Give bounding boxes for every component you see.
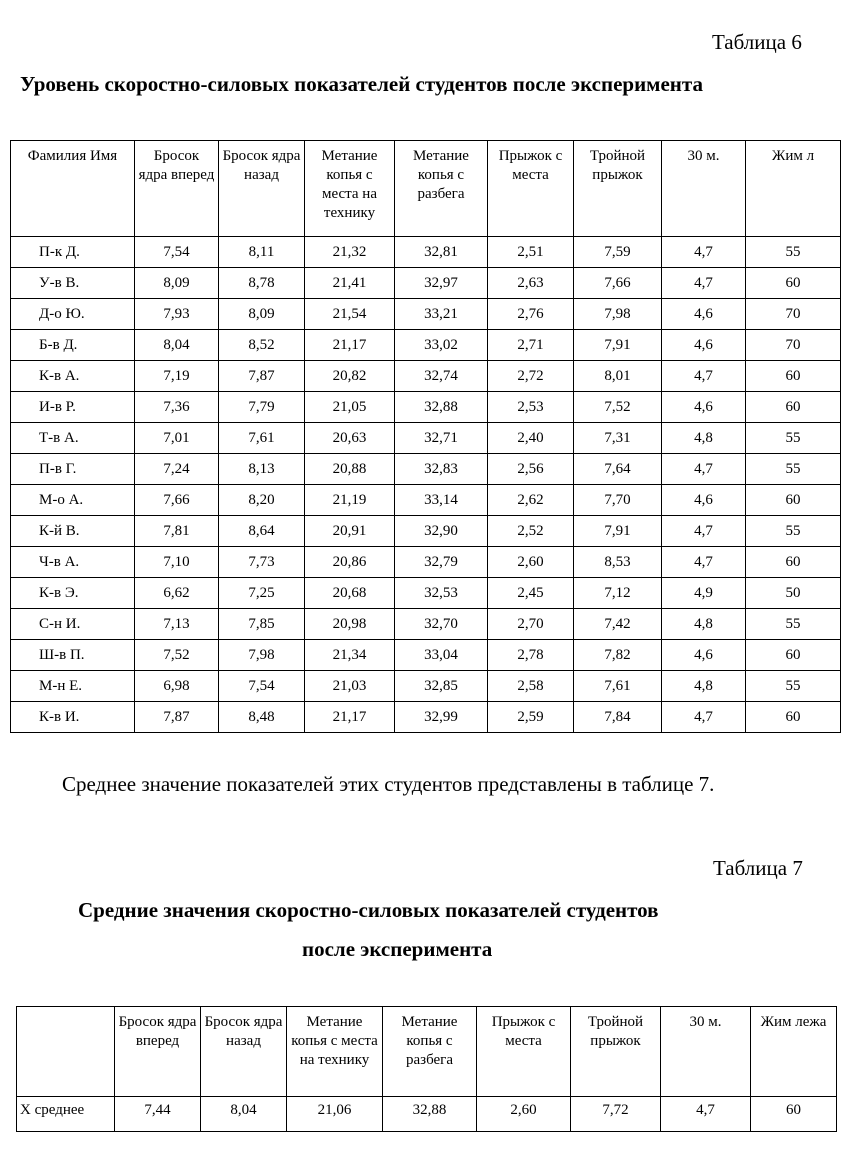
value-cell: 7,59 xyxy=(574,237,662,268)
value-cell: 2,51 xyxy=(488,237,574,268)
value-cell: 32,71 xyxy=(395,423,488,454)
value-cell: 8,01 xyxy=(574,361,662,392)
table-row xyxy=(11,609,841,640)
value-cell: 32,70 xyxy=(395,609,488,640)
table-row xyxy=(11,702,841,733)
table-row xyxy=(17,1097,837,1132)
value-cell: 60 xyxy=(746,485,841,516)
value-cell: 7,31 xyxy=(574,423,662,454)
value-cell: 4,7 xyxy=(662,361,746,392)
value-cell: 4,7 xyxy=(661,1097,751,1132)
row-label-cell: К-в И. xyxy=(11,702,135,733)
value-cell: 7,66 xyxy=(574,268,662,299)
value-cell: 21,19 xyxy=(305,485,395,516)
table7-header-cell: Жим лежа xyxy=(751,1007,837,1097)
value-cell: 20,82 xyxy=(305,361,395,392)
value-cell: 60 xyxy=(751,1097,837,1132)
value-cell: 8,09 xyxy=(135,268,219,299)
table-row xyxy=(11,547,841,578)
value-cell: 7,54 xyxy=(135,237,219,268)
table6 xyxy=(10,140,841,733)
value-cell: 33,02 xyxy=(395,330,488,361)
value-cell: 2,45 xyxy=(488,578,574,609)
table7-header-cell: Тройной прыжок xyxy=(571,1007,661,1097)
value-cell: 55 xyxy=(746,671,841,702)
table-row xyxy=(11,423,841,454)
table6-header-cell: Тройной прыжок xyxy=(574,141,662,237)
value-cell: 55 xyxy=(746,609,841,640)
value-cell: 7,79 xyxy=(219,392,305,423)
value-cell: 8,20 xyxy=(219,485,305,516)
value-cell: 32,53 xyxy=(395,578,488,609)
value-cell: 7,25 xyxy=(219,578,305,609)
value-cell: 21,17 xyxy=(305,702,395,733)
table6-caption: Таблица 6 xyxy=(712,30,802,54)
value-cell: 8,09 xyxy=(219,299,305,330)
value-cell: 7,24 xyxy=(135,454,219,485)
value-cell: 70 xyxy=(746,299,841,330)
row-label-cell: У-в В. xyxy=(11,268,135,299)
value-cell: 4,8 xyxy=(662,423,746,454)
table-row xyxy=(11,237,841,268)
row-label-cell: С-н И. xyxy=(11,609,135,640)
value-cell: 2,63 xyxy=(488,268,574,299)
value-cell: 55 xyxy=(746,423,841,454)
row-label-cell: И-в Р. xyxy=(11,392,135,423)
value-cell: 7,81 xyxy=(135,516,219,547)
table-row xyxy=(11,392,841,423)
value-cell: 7,84 xyxy=(574,702,662,733)
value-cell: 7,64 xyxy=(574,454,662,485)
value-cell: 4,7 xyxy=(662,516,746,547)
value-cell: 7,54 xyxy=(219,671,305,702)
row-label-cell: Ч-в А. xyxy=(11,547,135,578)
value-cell: 7,91 xyxy=(574,516,662,547)
row-label-cell: X среднее xyxy=(17,1097,115,1132)
row-label-cell: П-в Г. xyxy=(11,454,135,485)
value-cell: 32,99 xyxy=(395,702,488,733)
table6-body xyxy=(11,237,841,733)
table7-header-cell: Прыжок с места xyxy=(477,1007,571,1097)
value-cell: 2,72 xyxy=(488,361,574,392)
value-cell: 32,79 xyxy=(395,547,488,578)
table6-header-cell: Бросок ядра назад xyxy=(219,141,305,237)
value-cell: 7,52 xyxy=(135,640,219,671)
value-cell: 8,13 xyxy=(219,454,305,485)
value-cell: 32,90 xyxy=(395,516,488,547)
value-cell: 2,62 xyxy=(488,485,574,516)
table7-header-cell: Метание копья с разбега xyxy=(383,1007,477,1097)
value-cell: 7,13 xyxy=(135,609,219,640)
table7-header-row xyxy=(17,1007,837,1097)
value-cell: 32,88 xyxy=(383,1097,477,1132)
value-cell: 60 xyxy=(746,640,841,671)
row-label-cell: К-в А. xyxy=(11,361,135,392)
value-cell: 21,41 xyxy=(305,268,395,299)
value-cell: 21,54 xyxy=(305,299,395,330)
value-cell: 2,52 xyxy=(488,516,574,547)
value-cell: 55 xyxy=(746,237,841,268)
value-cell: 7,36 xyxy=(135,392,219,423)
value-cell: 2,53 xyxy=(488,392,574,423)
value-cell: 7,61 xyxy=(219,423,305,454)
value-cell: 50 xyxy=(746,578,841,609)
value-cell: 60 xyxy=(746,268,841,299)
value-cell: 20,98 xyxy=(305,609,395,640)
row-label-cell: Т-в А. xyxy=(11,423,135,454)
value-cell: 4,9 xyxy=(662,578,746,609)
value-cell: 32,97 xyxy=(395,268,488,299)
value-cell: 7,19 xyxy=(135,361,219,392)
value-cell: 4,6 xyxy=(662,392,746,423)
table6-header-cell: Прыжок с места xyxy=(488,141,574,237)
value-cell: 8,52 xyxy=(219,330,305,361)
value-cell: 4,7 xyxy=(662,268,746,299)
table-row xyxy=(11,454,841,485)
value-cell: 33,21 xyxy=(395,299,488,330)
table7-title-line2: после эксперимента xyxy=(302,937,493,961)
value-cell: 7,98 xyxy=(219,640,305,671)
value-cell: 21,05 xyxy=(305,392,395,423)
table6-header-row xyxy=(11,141,841,237)
value-cell: 2,60 xyxy=(488,547,574,578)
value-cell: 32,85 xyxy=(395,671,488,702)
value-cell: 21,03 xyxy=(305,671,395,702)
value-cell: 20,88 xyxy=(305,454,395,485)
value-cell: 2,78 xyxy=(488,640,574,671)
table-row xyxy=(11,268,841,299)
value-cell: 7,73 xyxy=(219,547,305,578)
value-cell: 7,70 xyxy=(574,485,662,516)
value-cell: 8,11 xyxy=(219,237,305,268)
value-cell: 8,64 xyxy=(219,516,305,547)
value-cell: 2,58 xyxy=(488,671,574,702)
value-cell: 20,91 xyxy=(305,516,395,547)
value-cell: 55 xyxy=(746,516,841,547)
value-cell: 32,74 xyxy=(395,361,488,392)
value-cell: 4,6 xyxy=(662,640,746,671)
value-cell: 4,6 xyxy=(662,299,746,330)
value-cell: 4,7 xyxy=(662,454,746,485)
table7-header-cell: 30 м. xyxy=(661,1007,751,1097)
row-label-cell: К-й В. xyxy=(11,516,135,547)
value-cell: 2,59 xyxy=(488,702,574,733)
value-cell: 7,93 xyxy=(135,299,219,330)
value-cell: 20,63 xyxy=(305,423,395,454)
table-row xyxy=(11,485,841,516)
table7-title-line1: Средние значения скоростно-силовых показателей студентов xyxy=(78,898,659,922)
value-cell: 7,85 xyxy=(219,609,305,640)
row-label-cell: М-о А. xyxy=(11,485,135,516)
value-cell: 7,01 xyxy=(135,423,219,454)
value-cell: 7,98 xyxy=(574,299,662,330)
value-cell: 7,66 xyxy=(135,485,219,516)
table-row xyxy=(11,299,841,330)
table-row xyxy=(11,361,841,392)
table7-caption: Таблица 7 xyxy=(713,856,803,880)
value-cell: 7,82 xyxy=(574,640,662,671)
value-cell: 7,42 xyxy=(574,609,662,640)
value-cell: 7,72 xyxy=(571,1097,661,1132)
value-cell: 4,6 xyxy=(662,330,746,361)
table7-header-cell: Бросок ядра вперед xyxy=(115,1007,201,1097)
row-label-cell: Ш-в П. xyxy=(11,640,135,671)
table6-header-cell: 30 м. xyxy=(662,141,746,237)
value-cell: 7,91 xyxy=(574,330,662,361)
table7-header-cell xyxy=(17,1007,115,1097)
row-label-cell: Д-о Ю. xyxy=(11,299,135,330)
table6-header-cell: Метание копья с разбега xyxy=(395,141,488,237)
value-cell: 33,14 xyxy=(395,485,488,516)
value-cell: 2,40 xyxy=(488,423,574,454)
value-cell: 7,52 xyxy=(574,392,662,423)
value-cell: 4,6 xyxy=(662,485,746,516)
value-cell: 7,44 xyxy=(115,1097,201,1132)
value-cell: 60 xyxy=(746,547,841,578)
row-label-cell: П-к Д. xyxy=(11,237,135,268)
value-cell: 7,10 xyxy=(135,547,219,578)
value-cell: 55 xyxy=(746,454,841,485)
row-label-cell: К-в Э. xyxy=(11,578,135,609)
value-cell: 4,8 xyxy=(662,609,746,640)
value-cell: 8,78 xyxy=(219,268,305,299)
table6-header-cell: Бросок ядра вперед xyxy=(135,141,219,237)
table7-body xyxy=(17,1097,837,1132)
value-cell: 7,12 xyxy=(574,578,662,609)
value-cell: 4,8 xyxy=(662,671,746,702)
value-cell: 8,04 xyxy=(201,1097,287,1132)
value-cell: 2,76 xyxy=(488,299,574,330)
value-cell: 4,7 xyxy=(662,702,746,733)
value-cell: 60 xyxy=(746,392,841,423)
table6-header-cell: Жим л xyxy=(746,141,841,237)
table-row xyxy=(11,640,841,671)
value-cell: 70 xyxy=(746,330,841,361)
value-cell: 2,70 xyxy=(488,609,574,640)
value-cell: 60 xyxy=(746,702,841,733)
value-cell: 2,60 xyxy=(477,1097,571,1132)
value-cell: 21,17 xyxy=(305,330,395,361)
value-cell: 6,98 xyxy=(135,671,219,702)
value-cell: 33,04 xyxy=(395,640,488,671)
table6-header-cell: Метание копья с места на технику xyxy=(305,141,395,237)
table-row xyxy=(11,578,841,609)
table-row xyxy=(11,516,841,547)
table6-title: Уровень скоростно-силовых показателей студентов после эксперимента xyxy=(20,72,703,96)
value-cell: 21,06 xyxy=(287,1097,383,1132)
value-cell: 4,7 xyxy=(662,237,746,268)
value-cell: 60 xyxy=(746,361,841,392)
value-cell: 21,32 xyxy=(305,237,395,268)
value-cell: 8,04 xyxy=(135,330,219,361)
value-cell: 32,88 xyxy=(395,392,488,423)
value-cell: 8,53 xyxy=(574,547,662,578)
table6-header-cell: Фамилия Имя xyxy=(11,141,135,237)
value-cell: 32,83 xyxy=(395,454,488,485)
paragraph-text: Среднее значение показателей этих студентов представлены в таблице 7. xyxy=(62,772,715,796)
table7 xyxy=(16,1006,837,1132)
value-cell: 7,87 xyxy=(135,702,219,733)
table-row xyxy=(11,671,841,702)
row-label-cell: Б-в Д. xyxy=(11,330,135,361)
value-cell: 4,7 xyxy=(662,547,746,578)
table7-header-cell: Метание копья с места на технику xyxy=(287,1007,383,1097)
value-cell: 21,34 xyxy=(305,640,395,671)
table-row xyxy=(11,330,841,361)
value-cell: 6,62 xyxy=(135,578,219,609)
row-label-cell: М-н Е. xyxy=(11,671,135,702)
value-cell: 7,61 xyxy=(574,671,662,702)
value-cell: 2,71 xyxy=(488,330,574,361)
value-cell: 8,48 xyxy=(219,702,305,733)
table7-header-cell: Бросок ядра назад xyxy=(201,1007,287,1097)
value-cell: 32,81 xyxy=(395,237,488,268)
value-cell: 20,86 xyxy=(305,547,395,578)
value-cell: 2,56 xyxy=(488,454,574,485)
value-cell: 7,87 xyxy=(219,361,305,392)
value-cell: 20,68 xyxy=(305,578,395,609)
